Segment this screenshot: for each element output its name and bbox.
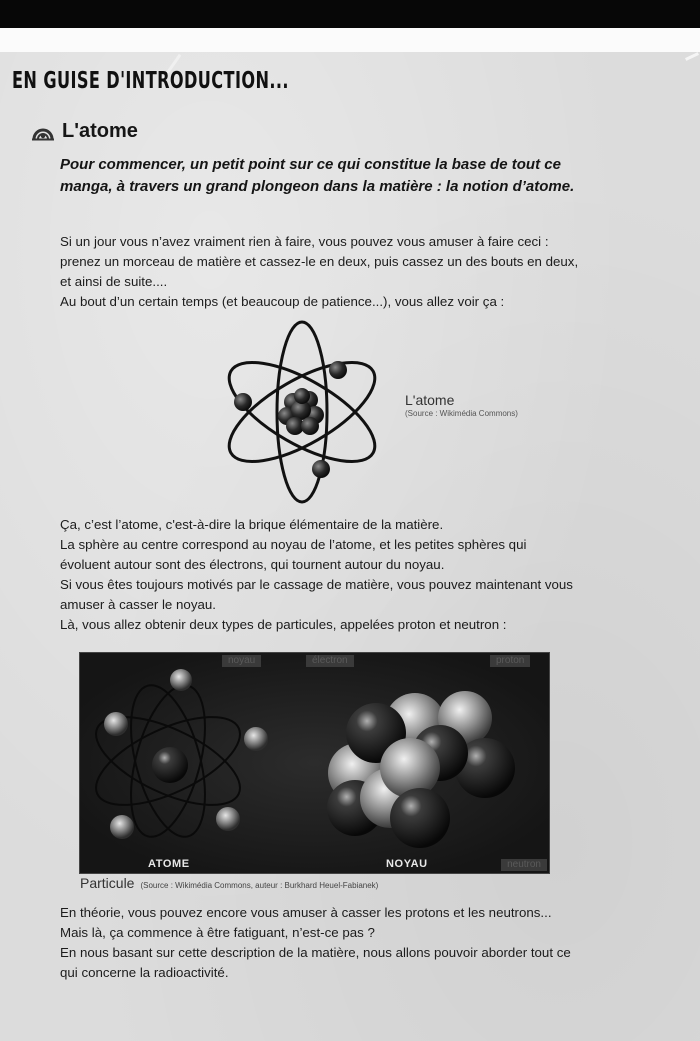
intro-text: Pour commencer, un petit point sur ce qui constitue la base de tout ce manga, à travers un grand plongeon dans la matière : la notion d’atome.: [60, 156, 575, 195]
section-title: L'atome: [62, 120, 138, 142]
caption-source: (Source : Wikimédia Commons): [405, 409, 518, 418]
nucleus-cluster: [327, 691, 515, 848]
paragraph-line: Ça, c’est l’atome, c'est-à-dire la brique élémentaire de la matière.: [60, 517, 444, 532]
paragraph-1: [60, 232, 580, 312]
tag-neutron: neutron: [501, 859, 547, 871]
tag-proton: proton: [490, 655, 530, 667]
caption-title: L'atome: [405, 392, 455, 408]
paragraph-line: Au bout d’un certain temps (et beaucoup de patience...), vous allez voir ça :: [60, 294, 505, 309]
atom-diagram: [215, 318, 390, 506]
paragraph-line: Là, vous allez obtenir deux types de particules, appelées proton et neutron :: [60, 617, 507, 632]
tag-noyau: noyau: [222, 655, 261, 667]
electron: [110, 815, 134, 839]
atom-nucleus: [152, 747, 188, 783]
chapter-title: EN GUISE D'INTRODUCTION...: [12, 68, 289, 94]
nucleus: [278, 388, 324, 435]
electron: [216, 807, 240, 831]
electron: [170, 669, 192, 691]
paragraph-2: [60, 515, 580, 635]
atom-figure-caption: [405, 392, 518, 419]
electron: [234, 393, 252, 411]
electron: [312, 460, 330, 478]
scan-top-border: [0, 0, 700, 28]
scan-margin: [0, 28, 700, 52]
electron: [244, 727, 268, 751]
atom-arc-icon: [32, 123, 54, 141]
tag-electron: électron: [306, 655, 354, 667]
paragraph-line: Si un jour vous n’avez vraiment rien à faire, vous pouvez vous amuser à faire ceci : prenez un morceau de matière et cassez-le en deux, puis cassez un des bouts en deux, et ainsi de suite....: [60, 234, 579, 289]
paragraph-line: La sphère au centre correspond au noyau de l’atome, et les petites sphères qui évoluent autour sont des électrons, qui tournent autour du noyau.: [60, 537, 527, 572]
particle-illustration: [80, 653, 549, 873]
paragraph-line: En nous basant sur cette description de la matière, nous allons pouvoir aborder tout ce qui concerne la radioactivité.: [60, 945, 571, 980]
caption-title: Particule: [80, 875, 135, 891]
particle-photo: [79, 652, 550, 874]
particle-figure-caption: [80, 875, 378, 891]
caption-source: (Source : Wikimédia Commons, auteur : Burkhard Heuel-Fabianek): [140, 881, 379, 890]
electron: [329, 361, 347, 379]
paragraph-line: Si vous êtes toujours motivés par le cassage de matière, vous pouvez maintenant vous amuser à casser le noyau.: [60, 577, 573, 612]
label-atome: ATOME: [148, 858, 190, 870]
paragraph-line: En théorie, vous pouvez encore vous amuser à casser les protons et les neutrons... Mais là, ça commence à être fatiguant, n’est-ce pas ?: [60, 905, 552, 940]
electron: [104, 712, 128, 736]
paragraph-3: [60, 903, 580, 983]
label-noyau: NOYAU: [386, 858, 428, 870]
section-heading: [32, 120, 138, 143]
